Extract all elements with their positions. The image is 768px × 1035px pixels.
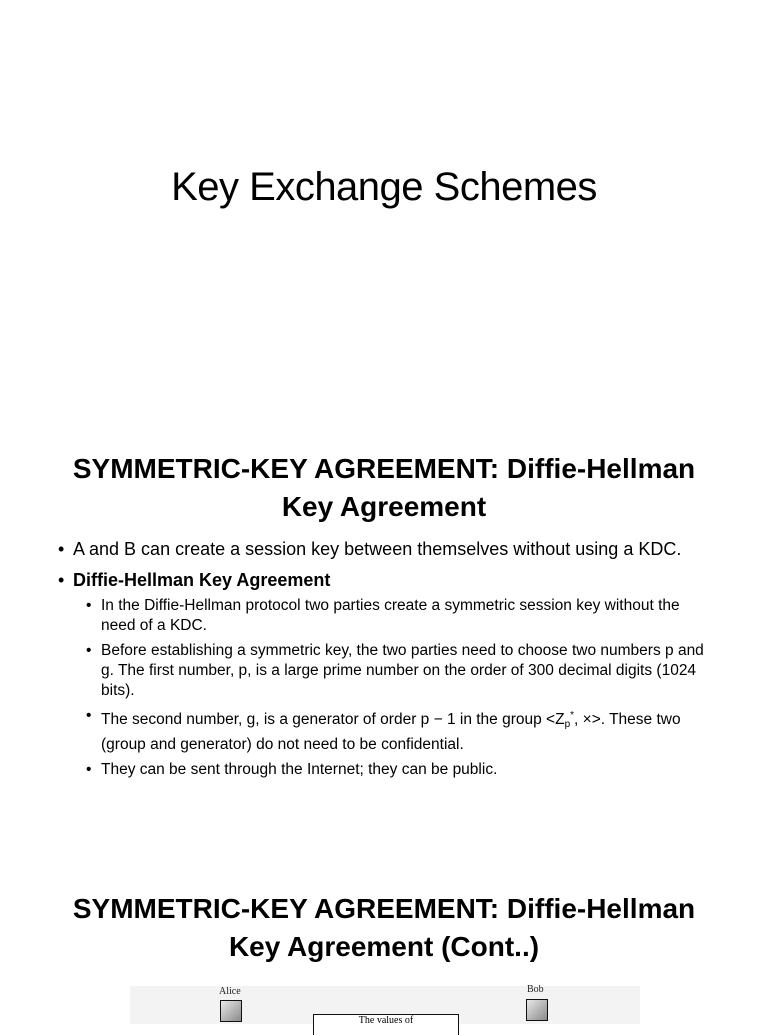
alice-label: Alice [219, 986, 241, 997]
generator-text-post: , ×>. These two (group and generator) do not need to be confidential. [101, 711, 681, 753]
alice-icon [220, 1000, 242, 1022]
bullet-session-key: • A and B can create a session key between themselves without using a KDC. [58, 538, 708, 561]
group-superscript: * [570, 710, 575, 721]
sub-bullet-protocol: • In the Diffie-Hellman protocol two parties create a symmetric session key without the need of a KDC. [86, 596, 708, 636]
bullet-dh-agreement [58, 569, 708, 780]
heading-line-2: Key Agreement [281, 491, 487, 522]
bob-icon [526, 999, 548, 1021]
bullet-list [0, 538, 768, 780]
heading-line-2: Key Agreement (Cont..) [228, 931, 540, 962]
dh-diagram [130, 986, 640, 1024]
dh-agreement-slide [0, 450, 768, 850]
heading-line-1: SYMMETRIC-KEY AGREEMENT: Diffie-Hellman [72, 453, 696, 484]
heading-line-1: SYMMETRIC-KEY AGREEMENT: Diffie-Hellman [72, 893, 696, 924]
generator-text-pre: The second number, g, is a generator of order p − 1 in the group <Z [101, 711, 565, 728]
public-values-box: The values of [313, 1014, 459, 1035]
bob-label: Bob [527, 984, 544, 995]
slide-title: Key Exchange Schemes [171, 165, 597, 209]
slide-heading [0, 450, 768, 526]
sub-bullet-list [73, 596, 708, 780]
sub-bullet-generator [86, 706, 708, 755]
dh-agreement-cont-slide [0, 890, 768, 1024]
bullet-dh-heading: Diffie-Hellman Key Agreement [73, 570, 331, 590]
slide-heading [0, 890, 768, 966]
sub-bullet-choose-numbers: • Before establishing a symmetric key, the two parties need to choose two numbers p and g. The first number, p, is a large prime number on the order of 300 decimal digits (1024 bits). [86, 641, 708, 701]
sub-bullet-public: • They can be sent through the Internet; they can be public. [86, 760, 708, 780]
title-slide [0, 0, 768, 440]
group-subscript: p [564, 719, 571, 730]
